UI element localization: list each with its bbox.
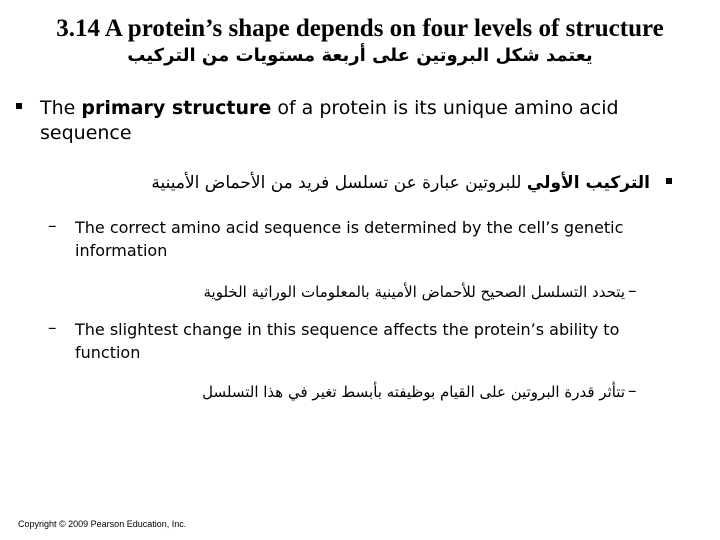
bullet-square-icon (16, 103, 22, 109)
bullet-text-bold: primary structure (81, 97, 272, 119)
bullet-text-prefix: The (40, 97, 82, 119)
sub-bullet-genetic-information: The correct amino acid sequence is determined by the cell’s genetic information (75, 218, 624, 260)
bullet-primary-structure-arabic (151, 171, 650, 195)
dash-bullet-icon: – (628, 381, 637, 401)
dash-bullet-icon: – (48, 318, 57, 338)
copyright-notice: Copyright © 2009 Pearson Education, Inc. (18, 519, 187, 529)
bullet-text-bold-arabic: التركيب الأولي (526, 173, 650, 193)
bullet-text-suffix: of a protein is its unique amino acid sequence (40, 97, 619, 144)
bullet-text-rest-arabic: للبروتين عبارة عن تسلسل فريد من الأحماض الأمينية (151, 173, 527, 193)
sub-bullet-slightest-change-arabic: تتأثر قدرة البروتين على القيام بوظيفته بأبسط تغير في هذا التسلسل (202, 383, 625, 401)
bullet-primary-structure (40, 96, 690, 146)
bullet-square-icon (666, 178, 672, 184)
slide-title: 3.14 A protein’s shape depends on four levels of structure (56, 15, 664, 42)
dash-bullet-icon: – (628, 281, 637, 301)
dash-bullet-icon: – (48, 216, 57, 236)
sub-bullet-genetic-information-arabic: يتحدد التسلسل الصحيح للأحماض الأمينية بالمعلومات الوراثية الخلوية (203, 283, 625, 301)
slide-title-arabic: يعتمد شكل البروتين على أربعة مستويات من التركيب (127, 45, 593, 66)
sub-bullet-slightest-change: The slightest change in this sequence affects the protein’s ability to function (75, 320, 620, 362)
